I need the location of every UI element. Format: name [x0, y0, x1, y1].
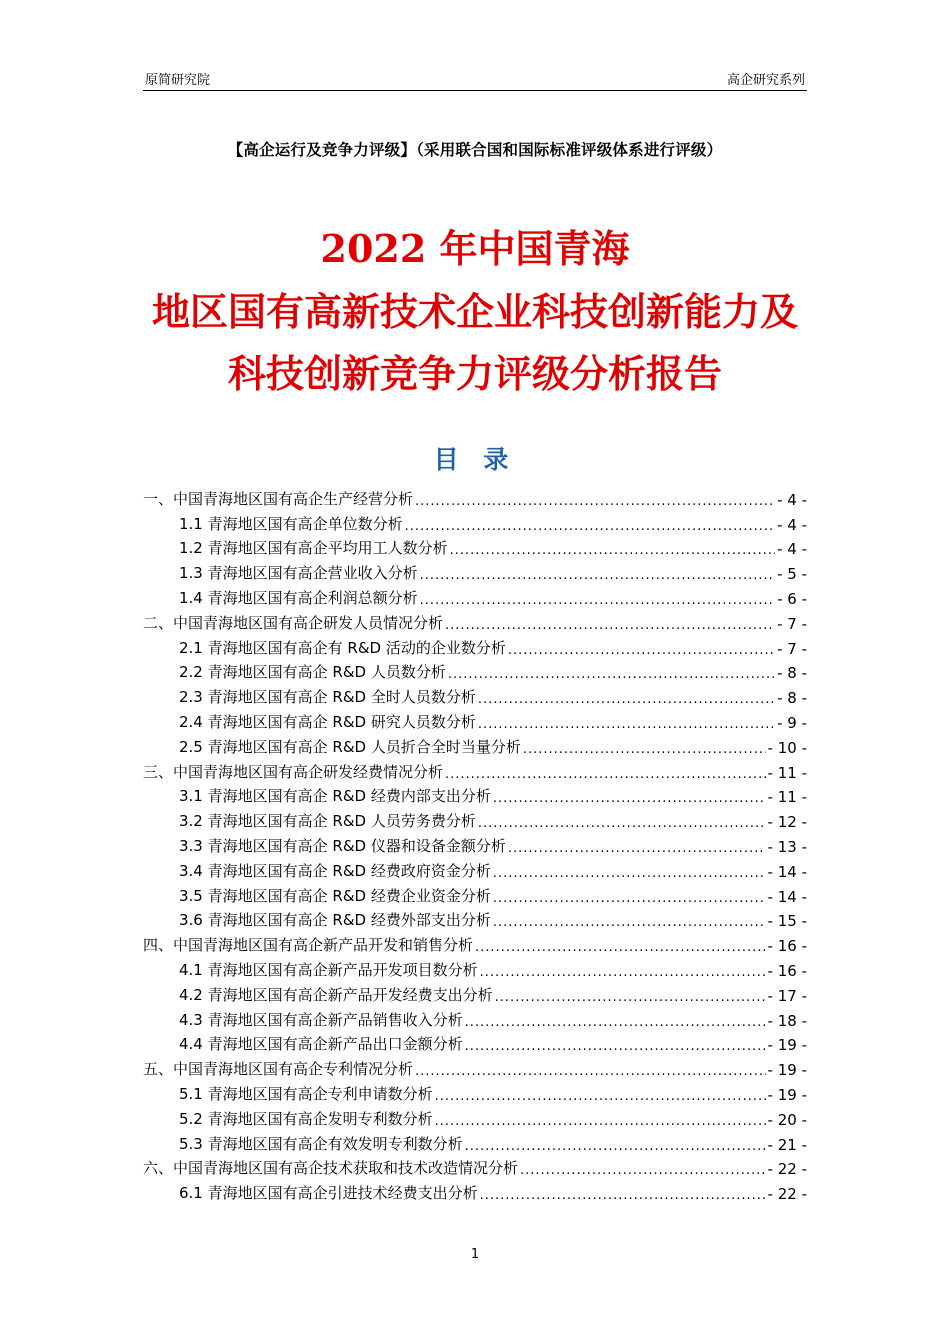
toc-entry-label: 三、中国青海地区国有高企研发经费情况分析	[143, 762, 444, 781]
toc-entry-page: - 5 -	[777, 565, 807, 584]
toc-entry-page: - 14 -	[767, 887, 807, 906]
toc-chapter-entry[interactable]	[143, 484, 807, 509]
toc-entry-label: 5.3 青海地区国有高企有效发明专利数分析	[179, 1134, 463, 1153]
toc-entry-label: 3.4 青海地区国有高企 R&D 经费政府资金分析	[179, 861, 491, 880]
toc-entry-label: 3.5 青海地区国有高企 R&D 经费企业资金分析	[179, 886, 491, 905]
toc-entry-page: - 19 -	[767, 1036, 807, 1055]
toc-entry-page: - 10 -	[767, 738, 807, 757]
toc-section-entry[interactable]	[143, 707, 807, 732]
toc-entry-label: 4.1 青海地区国有高企新产品开发项目数分析	[179, 960, 478, 979]
toc-section-entry[interactable]	[143, 782, 807, 807]
report-title-line-2: 地区国有高新技术企业科技创新能力及	[151, 289, 798, 334]
toc-section-entry[interactable]	[143, 955, 807, 980]
toc-dot-leader	[493, 866, 766, 881]
toc-entry-page: - 13 -	[767, 837, 807, 856]
toc-section-entry[interactable]	[143, 1104, 807, 1129]
toc-entry-page: - 17 -	[767, 986, 807, 1005]
toc-section-entry[interactable]	[143, 1030, 807, 1055]
toc-dot-leader	[420, 593, 775, 608]
toc-entry-label: 2.1 青海地区国有高企有 R&D 活动的企业数分析	[179, 638, 506, 657]
header-left-text: 原简研究院	[145, 73, 211, 88]
toc-entry-label: 4.3 青海地区国有高企新产品销售收入分析	[179, 1010, 463, 1029]
toc-dot-leader	[508, 841, 766, 856]
toc-section-entry[interactable]	[143, 558, 807, 583]
toc-entry-label: 六、中国青海地区国有高企技术获取和技术改造情况分析	[143, 1159, 519, 1178]
toc-dot-leader	[493, 915, 766, 930]
toc-entry-label: 一、中国青海地区国有高企生产经营分析	[143, 489, 414, 508]
toc-section-entry[interactable]	[143, 980, 807, 1005]
toc-entry-label: 1.1 青海地区国有高企单位数分析	[179, 514, 403, 533]
report-title-line-3: 科技创新竞争力评级分析报告	[227, 351, 722, 396]
toc-section-entry[interactable]	[143, 906, 807, 931]
toc-entry-label: 2.5 青海地区国有高企 R&D 人员折合全时当量分析	[179, 737, 521, 756]
toc-section-entry[interactable]	[143, 1079, 807, 1104]
toc-entry-page: - 20 -	[767, 1110, 807, 1129]
toc-dot-leader	[450, 543, 775, 558]
toc-dot-leader	[508, 643, 775, 658]
toc-section-entry[interactable]	[143, 1005, 807, 1030]
toc-chapter-entry[interactable]	[143, 757, 807, 782]
toc-section-entry[interactable]	[143, 534, 807, 559]
toc-section-entry[interactable]	[143, 633, 807, 658]
toc-entry-page: - 16 -	[767, 937, 807, 956]
toc-dot-leader	[415, 1064, 766, 1079]
toc-entry-page: - 6 -	[777, 589, 807, 608]
toc-section-entry[interactable]	[143, 881, 807, 906]
toc-dot-leader	[415, 494, 775, 509]
toc-entry-page: - 19 -	[767, 1085, 807, 1104]
toc-entry-label: 3.3 青海地区国有高企 R&D 仪器和设备金额分析	[179, 836, 506, 855]
toc-entry-label: 2.2 青海地区国有高企 R&D 人员数分析	[179, 663, 446, 682]
toc-entry-page: - 4 -	[777, 515, 807, 534]
toc-entry-label: 3.1 青海地区国有高企 R&D 经费内部支出分析	[179, 787, 491, 806]
toc-entry-page: - 19 -	[767, 1061, 807, 1080]
toc-entry-label: 3.2 青海地区国有高企 R&D 人员劳务费分析	[179, 812, 476, 831]
toc-dot-leader	[465, 1139, 766, 1154]
toc-chapter-entry[interactable]	[143, 608, 807, 633]
toc-section-entry[interactable]	[143, 682, 807, 707]
toc-entry-page: - 18 -	[767, 1011, 807, 1030]
toc-entry-page: - 4 -	[777, 540, 807, 559]
toc-chapter-entry[interactable]	[143, 930, 807, 955]
toc-dot-leader	[420, 568, 775, 583]
toc-dot-leader	[435, 1114, 766, 1129]
toc-section-entry[interactable]	[143, 856, 807, 881]
toc-entry-page: - 11 -	[767, 788, 807, 807]
toc-dot-leader	[465, 1015, 766, 1030]
toc-section-entry[interactable]	[143, 831, 807, 856]
toc-entry-page: - 14 -	[767, 862, 807, 881]
toc-entry-label: 五、中国青海地区国有高企专利情况分析	[143, 1060, 414, 1079]
toc-entry-page: - 4 -	[777, 490, 807, 509]
toc-entry-label: 四、中国青海地区国有高企新产品开发和销售分析	[143, 936, 474, 955]
toc-entry-label: 4.4 青海地区国有高企新产品出口金额分析	[179, 1035, 463, 1054]
report-title-line-1: 2022 年中国青海	[320, 226, 630, 271]
toc-entry-page: - 7 -	[777, 614, 807, 633]
toc-dot-leader	[445, 618, 775, 633]
toc-dot-leader	[465, 1039, 766, 1054]
page-header	[143, 68, 807, 91]
toc-dot-leader	[435, 1089, 766, 1104]
toc-section-entry[interactable]	[143, 658, 807, 683]
toc-entry-label: 二、中国青海地区国有高企研发人员情况分析	[143, 613, 444, 632]
toc-dot-leader	[478, 816, 766, 831]
toc-section-entry[interactable]	[143, 1129, 807, 1154]
toc-entry-label: 3.6 青海地区国有高企 R&D 经费外部支出分析	[179, 911, 491, 930]
header-right-text: 高企研究系列	[726, 73, 805, 88]
toc-dot-leader	[523, 742, 766, 757]
toc-chapter-entry[interactable]	[143, 1054, 807, 1079]
report-subtitle: 【高企运行及竞争力评级】（采用联合国和国际标准评级体系进行评级）	[227, 141, 723, 159]
toc-entry-label: 5.2 青海地区国有高企发明专利数分析	[179, 1109, 433, 1128]
toc-section-entry[interactable]	[143, 1178, 807, 1203]
toc-entry-label: 4.2 青海地区国有高企新产品开发经费支出分析	[179, 985, 493, 1004]
toc-entry-page: - 21 -	[767, 1135, 807, 1154]
toc-entry-label: 1.3 青海地区国有高企营业收入分析	[179, 564, 418, 583]
toc-dot-leader	[478, 717, 775, 732]
page-number: 1	[470, 1247, 480, 1262]
toc-entry-page: - 12 -	[767, 813, 807, 832]
toc-chapter-entry[interactable]	[143, 1154, 807, 1179]
toc-entry-page: - 9 -	[777, 713, 807, 732]
toc-entry-page: - 7 -	[777, 639, 807, 658]
toc-dot-leader	[520, 1163, 766, 1178]
toc-dot-leader	[448, 667, 775, 682]
toc-dot-leader	[493, 791, 766, 806]
toc-entry-page: - 16 -	[767, 961, 807, 980]
toc-dot-leader	[480, 965, 766, 980]
toc-entry-label: 2.4 青海地区国有高企 R&D 研究人员数分析	[179, 712, 476, 731]
toc-section-entry[interactable]	[143, 806, 807, 831]
toc-entry-label: 6.1 青海地区国有高企引进技术经费支出分析	[179, 1184, 478, 1203]
toc-entry-label: 5.1 青海地区国有高企专利申请数分析	[179, 1084, 433, 1103]
toc-dot-leader	[495, 990, 766, 1005]
toc-entry-label: 1.2 青海地区国有高企平均用工人数分析	[179, 539, 448, 558]
toc-dot-leader	[445, 767, 766, 782]
toc-section-entry[interactable]	[143, 732, 807, 757]
toc-entry-label: 2.3 青海地区国有高企 R&D 全时人员数分析	[179, 688, 476, 707]
toc-section-entry[interactable]	[143, 583, 807, 608]
toc-dot-leader	[405, 519, 775, 534]
toc-entry-page: - 15 -	[767, 912, 807, 931]
toc-entry-page: - 11 -	[767, 763, 807, 782]
toc-entry-page: - 8 -	[777, 664, 807, 683]
toc-entry-page: - 8 -	[777, 689, 807, 708]
toc-dot-leader	[480, 1188, 766, 1203]
toc-entry-label: 1.4 青海地区国有高企利润总额分析	[179, 588, 418, 607]
toc-entry-page: - 22 -	[767, 1185, 807, 1204]
toc-heading: 目 录	[433, 445, 517, 474]
toc-dot-leader	[478, 692, 775, 707]
toc-section-entry[interactable]	[143, 509, 807, 534]
toc-entry-page: - 22 -	[767, 1160, 807, 1179]
toc-dot-leader	[475, 940, 766, 955]
table-of-contents	[143, 484, 807, 1203]
toc-dot-leader	[493, 891, 766, 906]
